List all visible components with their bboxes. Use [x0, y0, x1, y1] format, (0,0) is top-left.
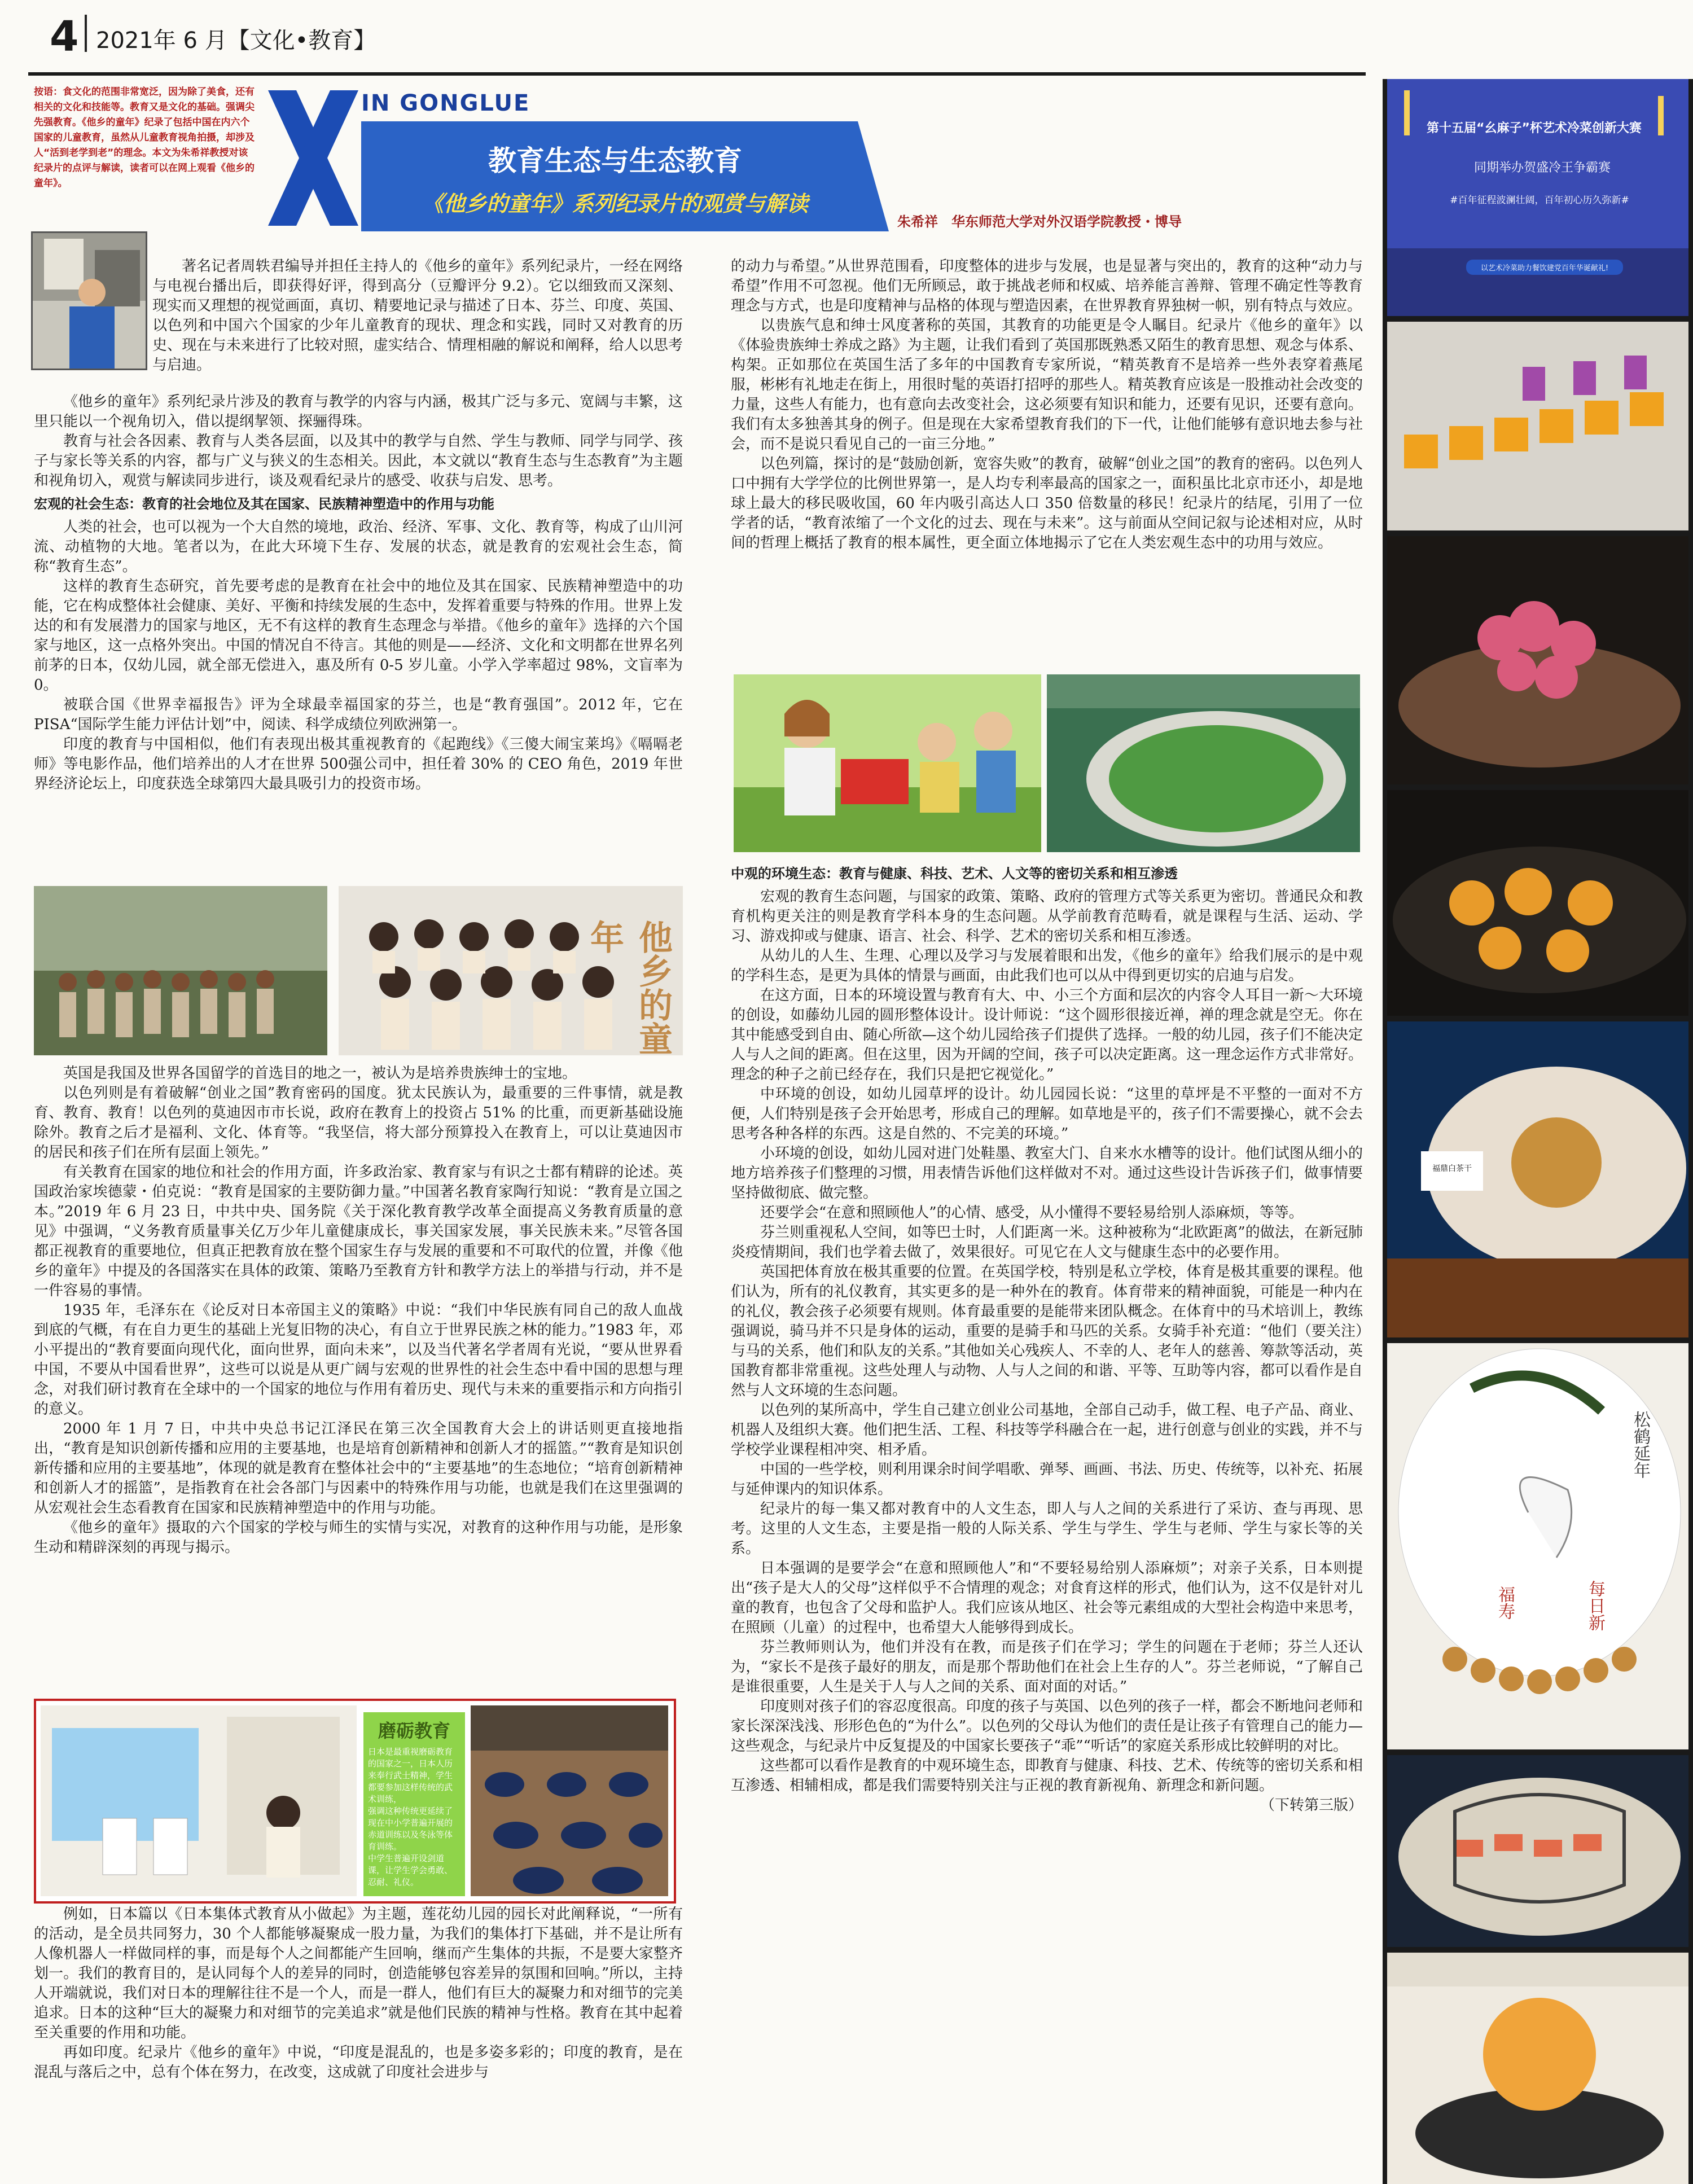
paragraph: 教育与社会各因素、教育与人类各层面，以及其中的教学与自然、学生与教师、同学与同学、孩子与家长等关系的内容，都与广义与狭义的生态相关。因此，本文就以“教育生态与生态教育”为主题和视角切入，观赏与解读同步进行，谈及观看纪录片的感受、收获与启发、思考。: [34, 433, 683, 489]
sidebar-food-gallery: [1383, 79, 1693, 2184]
photo-round-kindergarten: [1047, 674, 1360, 852]
dish-calligraphy: 松鹤延年: [1630, 1411, 1650, 1479]
paragraph: 1935 年，毛泽东在《论反对日本帝国主义的策略》中说：“我们中华民族有同自己的敌人血战到底的气概，有在自力更生的基础上光复旧物的决心，有自立于世界民族之林的能力。”1983 年，邓小平提出的“教育要面向现代化，面向世界，面向未来”，以及当代著名学者周有光说，“要从世界看中国，不要从中国看世界”，这些可以说是从更广阔与宏观的世界性的社会生态中看中国的思想与理念，对我们研讨教育在全球中的一个国家的地位与作用有着历史、现代与未来的重要指示和方向指引的意义。: [34, 1302, 683, 1418]
dish-photo-crane-plate: [1387, 1343, 1688, 1749]
photo-india-children: [34, 886, 327, 1055]
header-divider: [85, 15, 87, 52]
article-subtitle: 《他乡的童年》系列纪录片的观赏与解读: [422, 191, 808, 216]
dish-photo-crab: [1387, 1953, 1688, 2184]
editor-note: 按语：食文化的范围非常宽泛，因为除了美食，还有相关的文化和技能等。教育又是文化的基础。强调尖先强教育。《他乡的童年》纪录了包括中国在内六个国家的儿童教育，虽然从儿童教育视角拍摄，却涉及人“活到老学到老”的理念。本文为朱希祥教授对该纪录片的点评与解读，读者可以在网上观看《他乡的童年》。: [34, 86, 255, 189]
info-box-title: 磨砺教育: [378, 1720, 450, 1742]
paragraph: 人类的社会，也可以视为一个大自然的境地，政治、经济、军事、文化、教育等，构成了山川河流、动植物的大地。笔者以为，在此大环境下生存、发展的状态，就是教育的宏观社会生态，简称“教育生态”。: [34, 519, 683, 575]
info-box: [363, 1712, 465, 1896]
section-heading-2: 中观的环境生态：教育与健康、科技、艺术、人文等的密切关系和相互渗透: [731, 866, 1178, 882]
paragraph: 以色列则是有着破解“创业之国”教育密码的国度。犹太民族认为，最重要的三件事情，就是教育、教育、教育！以色列的莫迪因市市长说，政府在教育上的投资占 51% 的比重，而更新基础设施除外。教育之后才是福利、文化、体育等。“我坚信，将大部分预算投入在教育上，可以让莫迪因市的居民和孩子们在所有层面上领先。”: [34, 1085, 683, 1161]
paragraph: 中国的一些学校，则利用课余时间学唱歌、弹琴、画画、书法、历史、传统等，以补充、拓展与延伸课内的知识体系。: [731, 1461, 1363, 1498]
dish-label-2: 每日新: [1585, 1580, 1605, 1631]
paragraph: 芬兰教师则认为，他们并没有在教，而是孩子们在学习；学生的问题在于老师；芬兰人还认为，“家长不是孩子最好的朋友，而是那个帮助他们在社会上生存的人”。芬兰老师说，“了解自己是谁很重要，人生是关于人与人之间的关系、面对面的对话。”: [731, 1639, 1363, 1695]
paragraph: 以贵族气息和绅士风度著称的英国，其教育的功能更是令人瞩目。纪录片《他乡的童年》以《体验贵族绅士养成之路》为主题，让我们看到了英国那既熟悉又陌生的教育思想、观念与体系、构架。正如那位在英国生活了多年的中国教育专家所说，“精英教育不是培养一些外表穿着燕尾服，彬彬有礼地走在街上，用很时髦的英语打招呼的那些人。精英教育应该是一股推动社会改变的力量，这些人有能力，也有意向去改变社会，这必须要有知识和能力，还要有见识，还要有意向。我们有太多独善其身的例子。但是现在大家希望教育我们的下一代，让他们能够有意识地去参与社会，而不是说只看见自己的一亩三分地。”: [731, 317, 1363, 453]
dish-photo-fish: [1387, 1755, 1688, 1947]
banner-subtitle: 同期举办贺盛冷王争霸赛: [1473, 161, 1611, 175]
photo-box-japan: [34, 1699, 676, 1904]
paragraph: 纪录片的每一集又都对教育中的人文生态，即人与人之间的关系进行了采访、查与再现、思考。这里的人文生态，主要是指一般的人际关系、学生与学生、学生与老师、学生与家长等的关系。: [731, 1501, 1363, 1557]
header-rule: [28, 72, 1366, 76]
paragraph: 还要学会“在意和照顾他人”的心情、感受，从小懂得不要轻易给别人添麻烦，等等。: [760, 1204, 1304, 1221]
paragraph: 这些都可以看作是教育的中观环境生态，即教育与健康、科技、艺术、传统等的密切关系和相互渗透、相辅相成，都是我们需要特别关注与正视的教育新视角、新理念和新问题。: [731, 1757, 1363, 1794]
contest-banner: [1387, 79, 1688, 316]
author-portrait: [31, 231, 147, 370]
banner-footer: 以艺术冷菜助力餐饮建党百年华诞献礼!: [1466, 260, 1623, 275]
article-title: 教育生态与生态教育: [488, 144, 742, 177]
photo-washroom: [41, 1705, 357, 1896]
col1-block2: [34, 1064, 683, 1558]
photo-japan-children: [339, 886, 683, 1055]
big-x-letter: [265, 87, 361, 229]
paragraph: 中环境的创设，如幼儿园草坪的设计。幼儿园园长说：“这里的草坪是不平整的一面对不方便，人们特别是孩子会开始思考，形成自己的理解。如草地是平的，孩子们不需要操心，就不会去思考各种各样的东西。这是自然的、不完美的环境。”: [731, 1086, 1363, 1142]
info-box-item: 日本是最重视磨砺教育的国家之一，日本人历来奉行武士精神，学生都要参加这样传统的武术训练，: [368, 1747, 453, 1804]
paragraph: 英国是我国及世界各国留学的首选目的地之一，被认为是培养贵族绅士的宝地。: [63, 1065, 577, 1082]
col1-block3: [34, 1905, 683, 2082]
info-box-item: 中学生普遍开设剑道课，让学生学会勇敢、忍耐、礼仪。: [368, 1853, 453, 1887]
dish-photo-plate-card: [1387, 1021, 1688, 1337]
paragraph: 在这方面，日本的环境设置与教育有大、中、小三个方面和层次的内容令人耳目一新～大环境的创设，如藤幼儿园的圆形整体设计。设计师说：“这个圆形很接近禅，禅的理念就是空无。你在其中能感受到自由、随心所欲—这个幼儿园给孩子们提供了选择。一般的幼儿园，孩子们不能决定人与人之间的距离。但在这里，因为开阔的空间，孩子可以决定距离。这一理念运作方式非常好。理念的种子之前已经存在，我们只是把它视觉化。”: [731, 987, 1363, 1083]
paragraph: 再如印度。纪录片《他乡的童年》中说，“印度是混乱的，也是多姿多彩的；印度的教育，是在混乱与落后之中，总有个体在努力，在改变，这成就了印度社会进步与: [34, 2044, 683, 2081]
dish-photo-orange-cubes: [1387, 322, 1688, 530]
page-number: 4: [50, 12, 79, 61]
paragraph: 著名记者周轶君编导并担任主持人的《他乡的童年》系列纪录片，一经在网络与电视台播出后，即获得好评，得到高分（豆瓣评分 9.2）。它以细致而又深刻、现实而又理想的视觉画面，真切、精要地记录与描述了日本、芬兰、印度、英国、以色列和中国六个国家的少年儿童教育的现状、理念和实践，同时又对教育的历史、现在与未来进行了比较对照，虚实结合、情理相融的解说和阐释，给人以思考与启迪。: [152, 258, 683, 374]
paragraph: 这样的教育生态研究，首先要考虑的是教育在社会中的地位及其在国家、民族精神塑造中的功能，它在构成整体社会健康、美好、平衡和持续发展的生态中，发挥着重要与特殊的作用。世界上发达的和有发展潜力的国家与地区，无不有这样的教育生态理念与举措。《他乡的童年》选择的六个国家与地区，这一点格外突出。中国的情况自不待言。其他的则是——经济、文化和文明都在世界名列前茅的日本，仅幼儿园，就全部无偿进入，惠及所有 0-5 岁儿童。小学入学率超过 98%，文盲率为 0。: [34, 578, 683, 694]
paragraph: 《他乡的童年》系列纪录片涉及的教育与教学的内容与内涵，极其广泛与多元、宽阔与丰繁，这里只能以一个视角切入，借以提纲挈领、探骊得珠。: [34, 393, 683, 430]
info-box-item: 强调这种传统更延续了现在中小学普遍开展的赤道训练以及冬泳等体育训练。: [368, 1806, 453, 1852]
paragraph: 小环境的创设，如幼儿园对进门处鞋墨、教室大门、自来水水槽等的设计。他们试图从细小的地方培养孩子们整理的习惯，用表情告诉他们这样做对不对。通过这些设计告诉孩子们，做事情要坚持做彻底、做完整。: [731, 1145, 1363, 1201]
paragraph: 宏观的教育生态问题，与国家的政策、策略、政府的管理方式等关系更为密切。普通民众和教育机构更关注的则是教育学科本身的生态问题。从学前教育范畴看，就是课程与生活、运动、学习、游戏抑或与健康、语言、社会、科学、艺术的密切关系和相互渗透。: [731, 888, 1363, 945]
paragraph: 从幼儿的人生、生理、心理以及学习与发展着眼和出发，《他乡的童年》给我们展示的是中观的学科生态，是更为具体的情景与画面，由此我们也可以从中得到更切实的启迪与启发。: [731, 948, 1363, 984]
continued-note: （下转第三版）: [1260, 1797, 1363, 1814]
header-date: 2021年 6 月【文化•教育】: [96, 28, 376, 54]
dish-photo-eggs: [1387, 790, 1688, 1016]
paragraph: 印度则对孩子们的容忍度很高。印度的孩子与英国、以色列的孩子一样，都会不断地问老师和家长深深浅浅、形形色色的“为什么”。以色列的父母认为他们的责任是让孩子有管理自己的能力—这些观念，与纪录片中反复提及的中国家长要孩子“乖”“听话”的家庭关系形成比较鲜明的对比。: [731, 1698, 1363, 1755]
dish-photo-octopus: [1387, 536, 1688, 784]
paragraph: 英国把体育放在极其重要的位置。在英国学校，特别是私立学校，体育是极其重要的课程。他们认为，所有的礼仪教育，其实更多的是一种外在的教育。体育带来的精神面貌，可能是一种内在的礼仪，教会孩子必须要有规则。体育最重要的是能带来团队概念。在体育中的马术培训上，教练强调说，骑马并不只是身体的运动，重要的是骑手和马匹的关系。女骑手补充道：“他们（要关注）与马的关系，他们和队友的关系。”其他如关心残疾人、不幸的人、老年人的慈善、筹款等活动，英国教育都非常重视。这些处理人与动物、人与人之间的和谐、平等、互助等内容，都可以看作是自然与人文环境的生态问题。: [731, 1264, 1363, 1399]
paragraph: 例如，日本篇以《日本集体式教育从小做起》为主题，莲花幼儿园的园长对此阐释说，“一所有的活动，是全员共同努力，30 个人都能够凝聚成一股力量，为我们的集体打下基础，并不是让所有人像机器人一样做同样的事，而是每个人之间都能产生回响，继而产生集体的共振，不是要大家整齐划一。我们的教育目的，是认同每个人的差异的同时，创造能够包容差异的氛围和回响。”所以，主持人开端就说，我们对日本的理解往往不是一个人，而是一群人，他们有巨大的凝聚力和对细节的完美追求。日本的这种“巨大的凝聚力和对细节的完美追求”就是他们民族的精神与性格。教育在其中起着至关重要的作用和功能。: [34, 1906, 683, 2041]
banner-title: 第十五届“幺麻子”杯艺术冷菜创新大赛: [1427, 121, 1642, 135]
paragraph: 以色列篇，探讨的是“鼓励创新，宽容失败”的教育，破解“创业之国”的教育的密码。以色列人口中拥有大学学位的比例世界第一，是人均专利率最高的国家之一，面积虽比北京市还小，却是地球上最大的移民吸收国，60 年内吸引高达人口 350 倍数量的移民！纪录片的结尾，引用了一位学者的话，“教育浓缩了一个文化的过去、现在与未来”。这与前面从空间记叙与论述相对应，从时间的哲理上概括了教育的根本属性，更全面立体地揭示了它在人类宏观生态中的功用与效应。: [731, 455, 1363, 551]
photo-reading-children: [734, 674, 1041, 852]
col1-block1: [34, 392, 683, 794]
paragraph: 的动力与希望。”从世界范围看，印度整体的进步与发展，也是显著与突出的，教育的这种“动力与希望”作用不可忽视。他们无所顾忌，敢于挑战老师和权威、培养能言善辩、管理不确定性等教育理念与方式，也是印度精神与品格的体现与塑造因素，在世界教育界独树一帜，别有特点与效应。: [731, 258, 1363, 314]
paragraph: 以色列的某所高中，学生自己建立创业公司基地，全部自己动手，做工程、电子产品、商业、机器人及组织大赛。他们把生活、工程、科技等学科融合在一起，进行创意与创业的实践，并不与学校学业课程相冲突、相矛盾。: [731, 1402, 1363, 1458]
dish-card-label: 福鼎白茶干: [1421, 1151, 1483, 1191]
paragraph: 有关教育在国家的地位和社会的作用方面，许多政治家、教育家与有识之士都有精辟的论述。英国政治家埃德蒙・伯克说：“教育是国家的主要防御力量。”中国著名教育家陶行知说：“教育是立国之本。”2019 年 6 月 23 日，中共中央、国务院《关于深化教育教学改革全面提高义务教育质量的意见》中强调，“义务教育质量事关亿万少年儿童健康成长，事关国家发展，事关民族未来。”尽管各国都正视教育的重要地位，但真正把教育放在整个国家生存与发展的重要和不可取代的位置，并像《他乡的童年》中提及的各国落实在具体的政策、策略乃至教育方针和教学方法上的举措与行动，并不是一件容易的事情。: [34, 1164, 683, 1299]
section-heading-1: 宏观的社会生态：教育的社会地位及其在国家、民族精神塑造中的作用与功能: [34, 496, 494, 512]
paragraph: 《他乡的童年》摄取的六个国家的学校与师生的实情与实况，对教育的这种作用与功能，是形象生动和精辟深刻的再现与揭示。: [34, 1519, 683, 1556]
col2-block2: [731, 861, 1363, 1815]
col1-lead: [152, 257, 683, 375]
author-line: 朱希祥 华东师范大学对外汉语学院教授・博导: [897, 214, 1182, 230]
column-tag: IN GONGLUE: [361, 90, 530, 116]
photo-overlay-text: 他乡的童年: [585, 920, 673, 1055]
photo-kendo-class: [471, 1705, 668, 1896]
banner-motto: #百年征程波澜壮阔，百年初心历久弥新#: [1450, 195, 1629, 206]
col2-block1: [731, 257, 1363, 553]
paragraph: 芬兰则重视私人空间，如等巴士时，人们距离一米。这种被称为“北欧距离”的做法，在新冠肺炎疫情期间，我们也学着去做了，效果很好。可见它在人文与健康生态中的必要作用。: [731, 1224, 1363, 1261]
paragraph: 日本强调的是要学会“在意和照顾他人”和“不要轻易给别人添麻烦”；对亲子关系，日本则提出“孩子是大人的父母”这样似乎不合情理的观念；对食育这样的形式，他们认为，这不仅是针对儿童的教育，也包含了父母和监护人。我们应该从地区、社会等元素组成的大型社会构造中来思考，在照顾（儿童）的过程中，也希望大人能够得到成长。: [731, 1560, 1363, 1636]
dish-label-1: 福寿: [1495, 1586, 1515, 1620]
paragraph: 印度的教育与中国相似，他们有表现出极其重视教育的《起跑线》《三傻大闹宝莱坞》《嗝嗝老师》等电影作品，他们培养出的人才在世界 500强公司中，担任着 30% 的 CEO 角色，2019 年世界经济论坛上，印度获选全球第四大最具吸引力的投资市场。: [34, 736, 683, 792]
paragraph: 被联合国《世界幸福报告》评为全球最幸福国家的芬兰，也是“教育强国”。2012 年，它在 PISA“国际学生能力评估计划”中，阅读、科学成绩位列欧洲第一。: [34, 696, 683, 733]
paragraph: 2000 年 1 月 7 日，中共中央总书记江泽民在第三次全国教育大会上的讲话则更直接地指出，“教育是知识创新传播和应用的主要基地，也是培育创新精神和创新人才的摇篮。”“教育是知识创新传播和应用的主要基地”，体现的就是教育在整体社会中的“主要基地”的生态地位；“培育创新精神和创新人才的摇篮”，是指教育在社会各部门与因素中的特殊作用与功能，也就是我们在这里强调的从宏观社会生态看教育在国家和民族精神塑造中的作用与功能。: [34, 1420, 683, 1516]
